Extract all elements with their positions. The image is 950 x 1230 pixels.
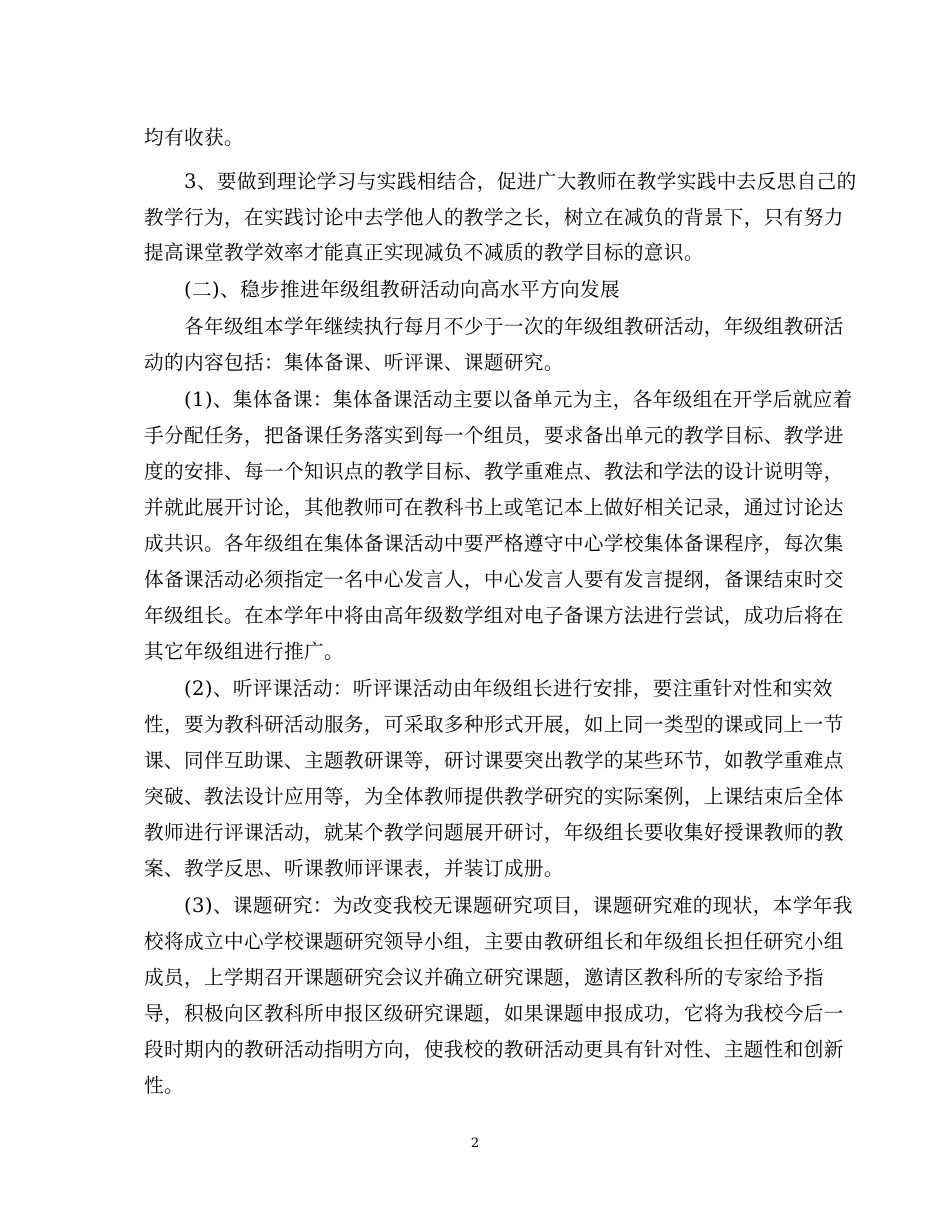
text-line: 体备课活动必须指定一名中心发言人，中心发言人要有发言提纲，备课结束时交 [144,568,844,591]
text-line: (二)、稳步推进年级组教研活动向高水平方向发展 [144,278,620,301]
text-line: 成员，上学期召开课题研究会议并确立研究课题，邀请区教科所的专家给予指 [144,966,824,989]
text-line: 其它年级组进行推广。 [144,640,344,663]
text-line: 教学行为，在实践讨论中去学他人的教学之长，树立在减负的背景下，只有努力 [144,206,844,229]
text-line: 案、教学反思、听课教师评课表，并装订成册。 [144,857,564,880]
page-number: 2 [470,1136,480,1151]
text-line: 性。 [144,1074,184,1097]
text-line: (3)、课题研究：为改变我校无课题研究项目，课题研究难的现状，本学年我 [144,894,853,917]
text-line: (2)、听评课活动：听评课活动由年级组长进行安排，要注重针对性和实效 [144,677,833,700]
text-line: 均有收获。 [144,126,244,149]
text-line: 校将成立中心学校课题研究领导小组，主要由教研组长和年级组长担任研究小组 [144,930,844,953]
text-line: 动的内容包括：集体备课、听评课、课题研究。 [144,351,564,374]
text-line: 教师进行评课活动，就某个教学问题展开研讨，年级组长要收集好授课教师的教 [144,821,844,844]
text-line: 突破、教法设计应用等，为全体教师提供教学研究的实际案例，上课结束后全体 [144,785,844,808]
text-line: 课、同伴互助课、主题教研课等，研讨课要突出教学的某些环节，如教学重难点 [144,749,844,772]
text-line: 各年级组本学年继续执行每月不少于一次的年级组教研活动，年级组教研活 [144,315,844,338]
text-line: (1)、集体备课：集体备课活动主要以备单元为主，各年级组在开学后就应着 [144,388,853,411]
text-line: 成共识。各年级组在集体备课活动中要严格遵守中心学校集体备课程序，每次集 [144,532,844,555]
text-line: 导，积极向区教科所申报区级研究课题，如果课题申报成功，它将为我校今后一 [144,1002,844,1025]
text-line: 年级组长。在本学年中将由高年级数学组对电子备课方法进行尝试，成功后将在 [144,604,844,627]
text-line: 手分配任务，把备课任务落实到每一个组员，要求备出单元的教学目标、教学进 [144,424,844,447]
text-line: 性，要为教科研活动服务，可采取多种形式开展，如上同一类型的课或同上一节 [144,713,844,736]
text-line: 度的安排、每一个知识点的教学目标、教学重难点、教法和学法的设计说明等， [144,460,844,483]
text-line: 并就此展开讨论，其他教师可在教科书上或笔记本上做好相关记录，通过讨论达 [144,496,844,519]
text-line: 提高课堂教学效率才能真正实现减负不减质的教学目标的意识。 [144,241,704,264]
text-line: 3、要做到理论学习与实践相结合，促进广大教师在教学实践中去反思自己的 [144,170,857,193]
text-line: 段时期内的教研活动指明方向，使我校的教研活动更具有针对性、主题性和创新 [144,1038,844,1061]
